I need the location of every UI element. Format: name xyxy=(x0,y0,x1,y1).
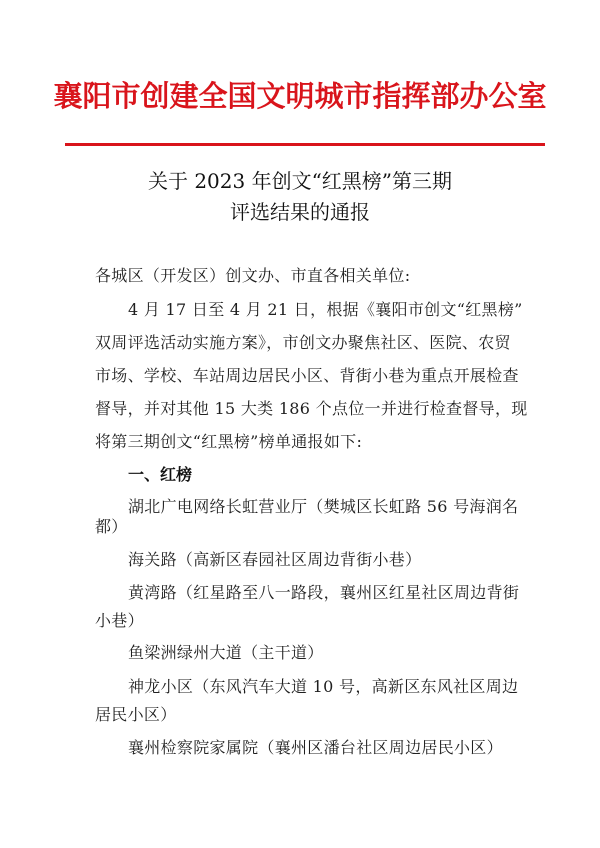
masthead-org-name: 襄阳市创建全国文明城市指挥部办公室 xyxy=(53,79,547,113)
red-list-item: 海关路（高新区春园社区周边背街小巷） xyxy=(128,550,422,569)
paragraph-line: 4 月 17 日至 4 月 21 日，根据《襄阳市创文“红黑榜” xyxy=(128,300,523,319)
salutation: 各城区（开发区）创文办、市直各相关单位: xyxy=(95,266,411,285)
red-list-item: 湖北广电网络长虹营业厅（樊城区长虹路 56 号海润名 xyxy=(128,497,519,516)
paragraph-line: 市场、学校、车站周边居民小区、背街小巷为重点开展检查 xyxy=(95,366,519,385)
red-list-item: 襄州检察院家属院（襄州区潘台社区周边居民小区） xyxy=(128,738,503,757)
paragraph-line: 将第三期创文“红黑榜”榜单通报如下: xyxy=(95,432,363,451)
paragraph-line: 双周评选活动实施方案》，市创文办聚焦社区、医院、农贸 xyxy=(95,333,511,352)
document-title-line-2: 评选结果的通报 xyxy=(230,200,370,224)
section-heading-red-list: 一、红榜 xyxy=(128,465,193,484)
red-list-item: 神龙小区（东风汽车大道 10 号，高新区东风社区周边 xyxy=(128,677,519,696)
red-list-item-continuation: 都） xyxy=(95,517,128,536)
red-list-item: 鱼梁洲绿州大道（主干道） xyxy=(128,643,324,662)
paragraph-line: 督导，并对其他 15 大类 186 个点位一并进行检查督导，现 xyxy=(95,399,528,418)
document-title-line-1: 关于 2023 年创文“红黑榜”第三期 xyxy=(147,169,453,193)
red-list-item-continuation: 小巷） xyxy=(95,611,144,630)
masthead-divider xyxy=(65,143,545,146)
red-list-item-continuation: 居民小区） xyxy=(95,705,177,724)
red-list-item: 黄湾路（红星路至八一路段，襄州区红星社区周边背街 xyxy=(128,583,520,602)
